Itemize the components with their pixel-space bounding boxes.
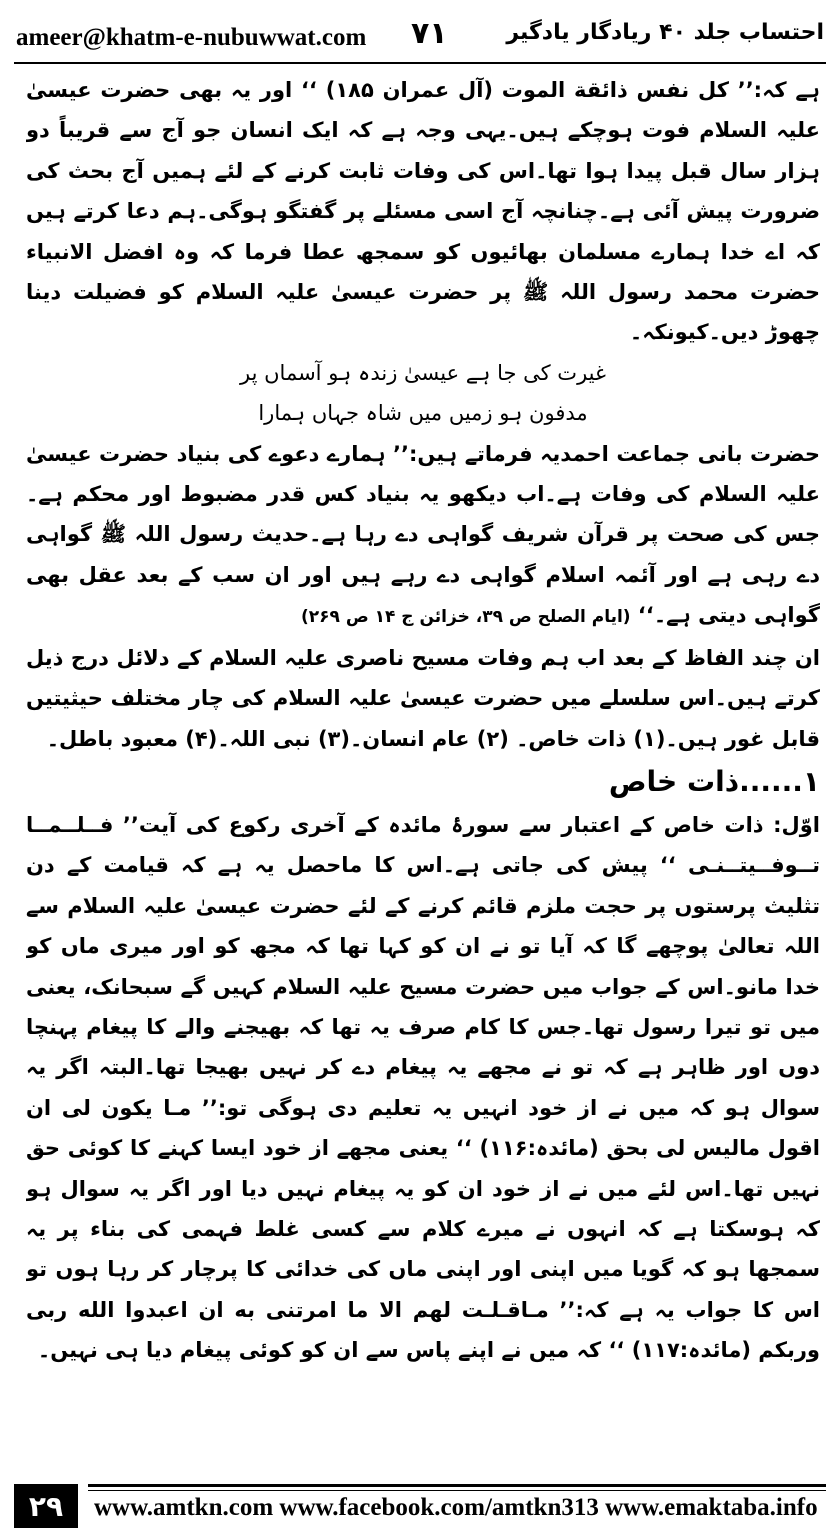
footer-urls[interactable]: www.amtkn.com www.facebook.com/amtkn313 www.emaktaba.info <box>94 1494 818 1521</box>
quote-text: حضرت بانی جماعت احمدیہ فرماتے ہیں:’’ ہمارے دعوے کی بنیاد حضرت عیسیٰ علیہ السلام کی وفات ہے۔اب دیکھو یہ بنیاد کس قدر مضبوط اور محکم ہے۔جس کی صحت پر قرآن شریف گواہی دے رہا ہے۔حدیث رسول اللہ ﷺ گواہی دے رہی ہے اور آئمہ اسلام گواہی دے رہے ہیں اور ان سب کے بعد عقل بھی گواہی دیتی ہے۔‘‘ <box>26 441 820 628</box>
header-book-title: احتساب جلد ۴۰ ریادگار یادگیر <box>506 20 824 45</box>
paragraph-section-one: اوّل: ذات خاص کے اعتبار سے سورۂ مائدہ کے آخری رکوع کی آیت’’ فــلــمــا تــوفــیتــنـی ‘‘ پیش کی جاتی ہے۔اس کا ماحصل یہ ہے کہ قیامت کے دن تثلیث پرستوں پر حجت ملزم قائم کرنے کے لئے حضرت عیسیٰ علیہ السلام سے اللہ تعالیٰ پوچھے گا کہ آیا تو نے ان کو کہا تھا کہ مجھ کو اور میری ماں کو خدا مانو۔اس کے جواب میں حضرت مسیح علیہ السلام کہیں گے سبحانک، یعنی میں تو تیرا رسول تھا۔جس کا کام صرف یہ تھا کہ بھیجنے والے کا پیغام پہنچا دوں اور ظاہر ہے کہ تو نے مجھے یہ پیغام دے کر نہیں بھیجا تھا۔البتہ اگر یہ سوال ہو کہ میں نے از خود انہیں یہ تعلیم دی ہوگی تو:’’ مـا یکون لی ان اقول مالیس لی بحق (مائدہ:۱۱۶) ‘‘ یعنی مجھے از خود ایسا کہنے کا کوئی حق نہیں تھا۔اس لئے میں نے از خود ان کو یہ پیغام نہیں دیا اور اگر یہ سوال ہو کہ ہوسکتا ہے کہ انہوں نے میرے کلام سے کسی غلط فہمی کی بناء پر یہ سمجھا ہو کہ گویا میں اپنی اور اپنی ماں کی خدائی کا پرچار کر رہا ہوں تو اس کا جواب یہ ہے کہ:’’ مـاقـلـت لهم الا ما امرتنی به ان اعبدوا الله ربی وربکم (مائدہ:۱۱۷) ‘‘ کہ میں نے اپنے پاس سے ان کو کوئی پیغام دیا ہی نہیں۔ <box>26 812 820 1363</box>
verse-line-1: غیرت کی جا ہے عیسیٰ زندہ ہو آسماں پر <box>240 360 606 385</box>
page-header <box>16 14 824 62</box>
paragraph-intro: ہے کہ:’’ کل نفس ذائقة الموت (آل عمران ۱۸۵) ‘‘ اور یہ بھی حضرت عیسیٰ علیہ السلام فوت ہوچکے ہیں۔یہی وجہ ہے کہ ایک انسان جو آج سے قریباً دو ہزار سال قبل پیدا ہوا تھا۔اس کی وفات ثابت کرنے کے لئے ہمیں آج بحث کی ضرورت پیش آئی ہے۔چنانچہ آج اسی مسئلے پر گفتگو ہوگی۔ہم دعا کرتے ہیں کہ اے خدا ہمارے مسلمان بھائیوں کو سمجھ عطا فرما کہ وہ افضل الانبیاء حضرت محمد رسول اللہ ﷺ پر حضرت عیسیٰ علیہ السلام کو فضیلت دینا چھوڑ دیں۔کیونکہ۔ <box>26 78 820 345</box>
footer-rule <box>88 1484 826 1487</box>
header-page-marker: ۷۱ <box>411 16 448 51</box>
section-heading: ۱......ذات خاص <box>608 764 820 798</box>
header-rule <box>14 62 826 64</box>
verse-line-2: مدفون ہو زمیں میں شاہ جہاں ہمارا <box>258 401 588 426</box>
paragraph-arguments: ان چند الفاظ کے بعد اب ہم وفات مسیح ناصری علیہ السلام کے دلائل درج ذیل کرتے ہیں۔اس سلسلے میں حضرت عیسیٰ علیہ السلام کی چار مختلف حیثیتیں قابل غور ہیں۔(۱) ذات خاص۔ (۲) عام انسان۔(۳) نبی اللہ۔(۴) معبود باطل۔ <box>26 645 820 751</box>
footer-rule-thin <box>88 1490 826 1491</box>
paragraph-quote <box>26 434 820 638</box>
quote-reference: (ایام الصلح ص ۳۹، خزائن ج ۱۴ ص ۲۶۹) <box>300 607 631 628</box>
page-body <box>26 70 820 1474</box>
footer-page-number: ۲۹ <box>14 1484 78 1528</box>
page-footer <box>14 1484 826 1532</box>
header-email[interactable]: ameer@khatm-e-nubuwwat.com <box>16 24 367 51</box>
